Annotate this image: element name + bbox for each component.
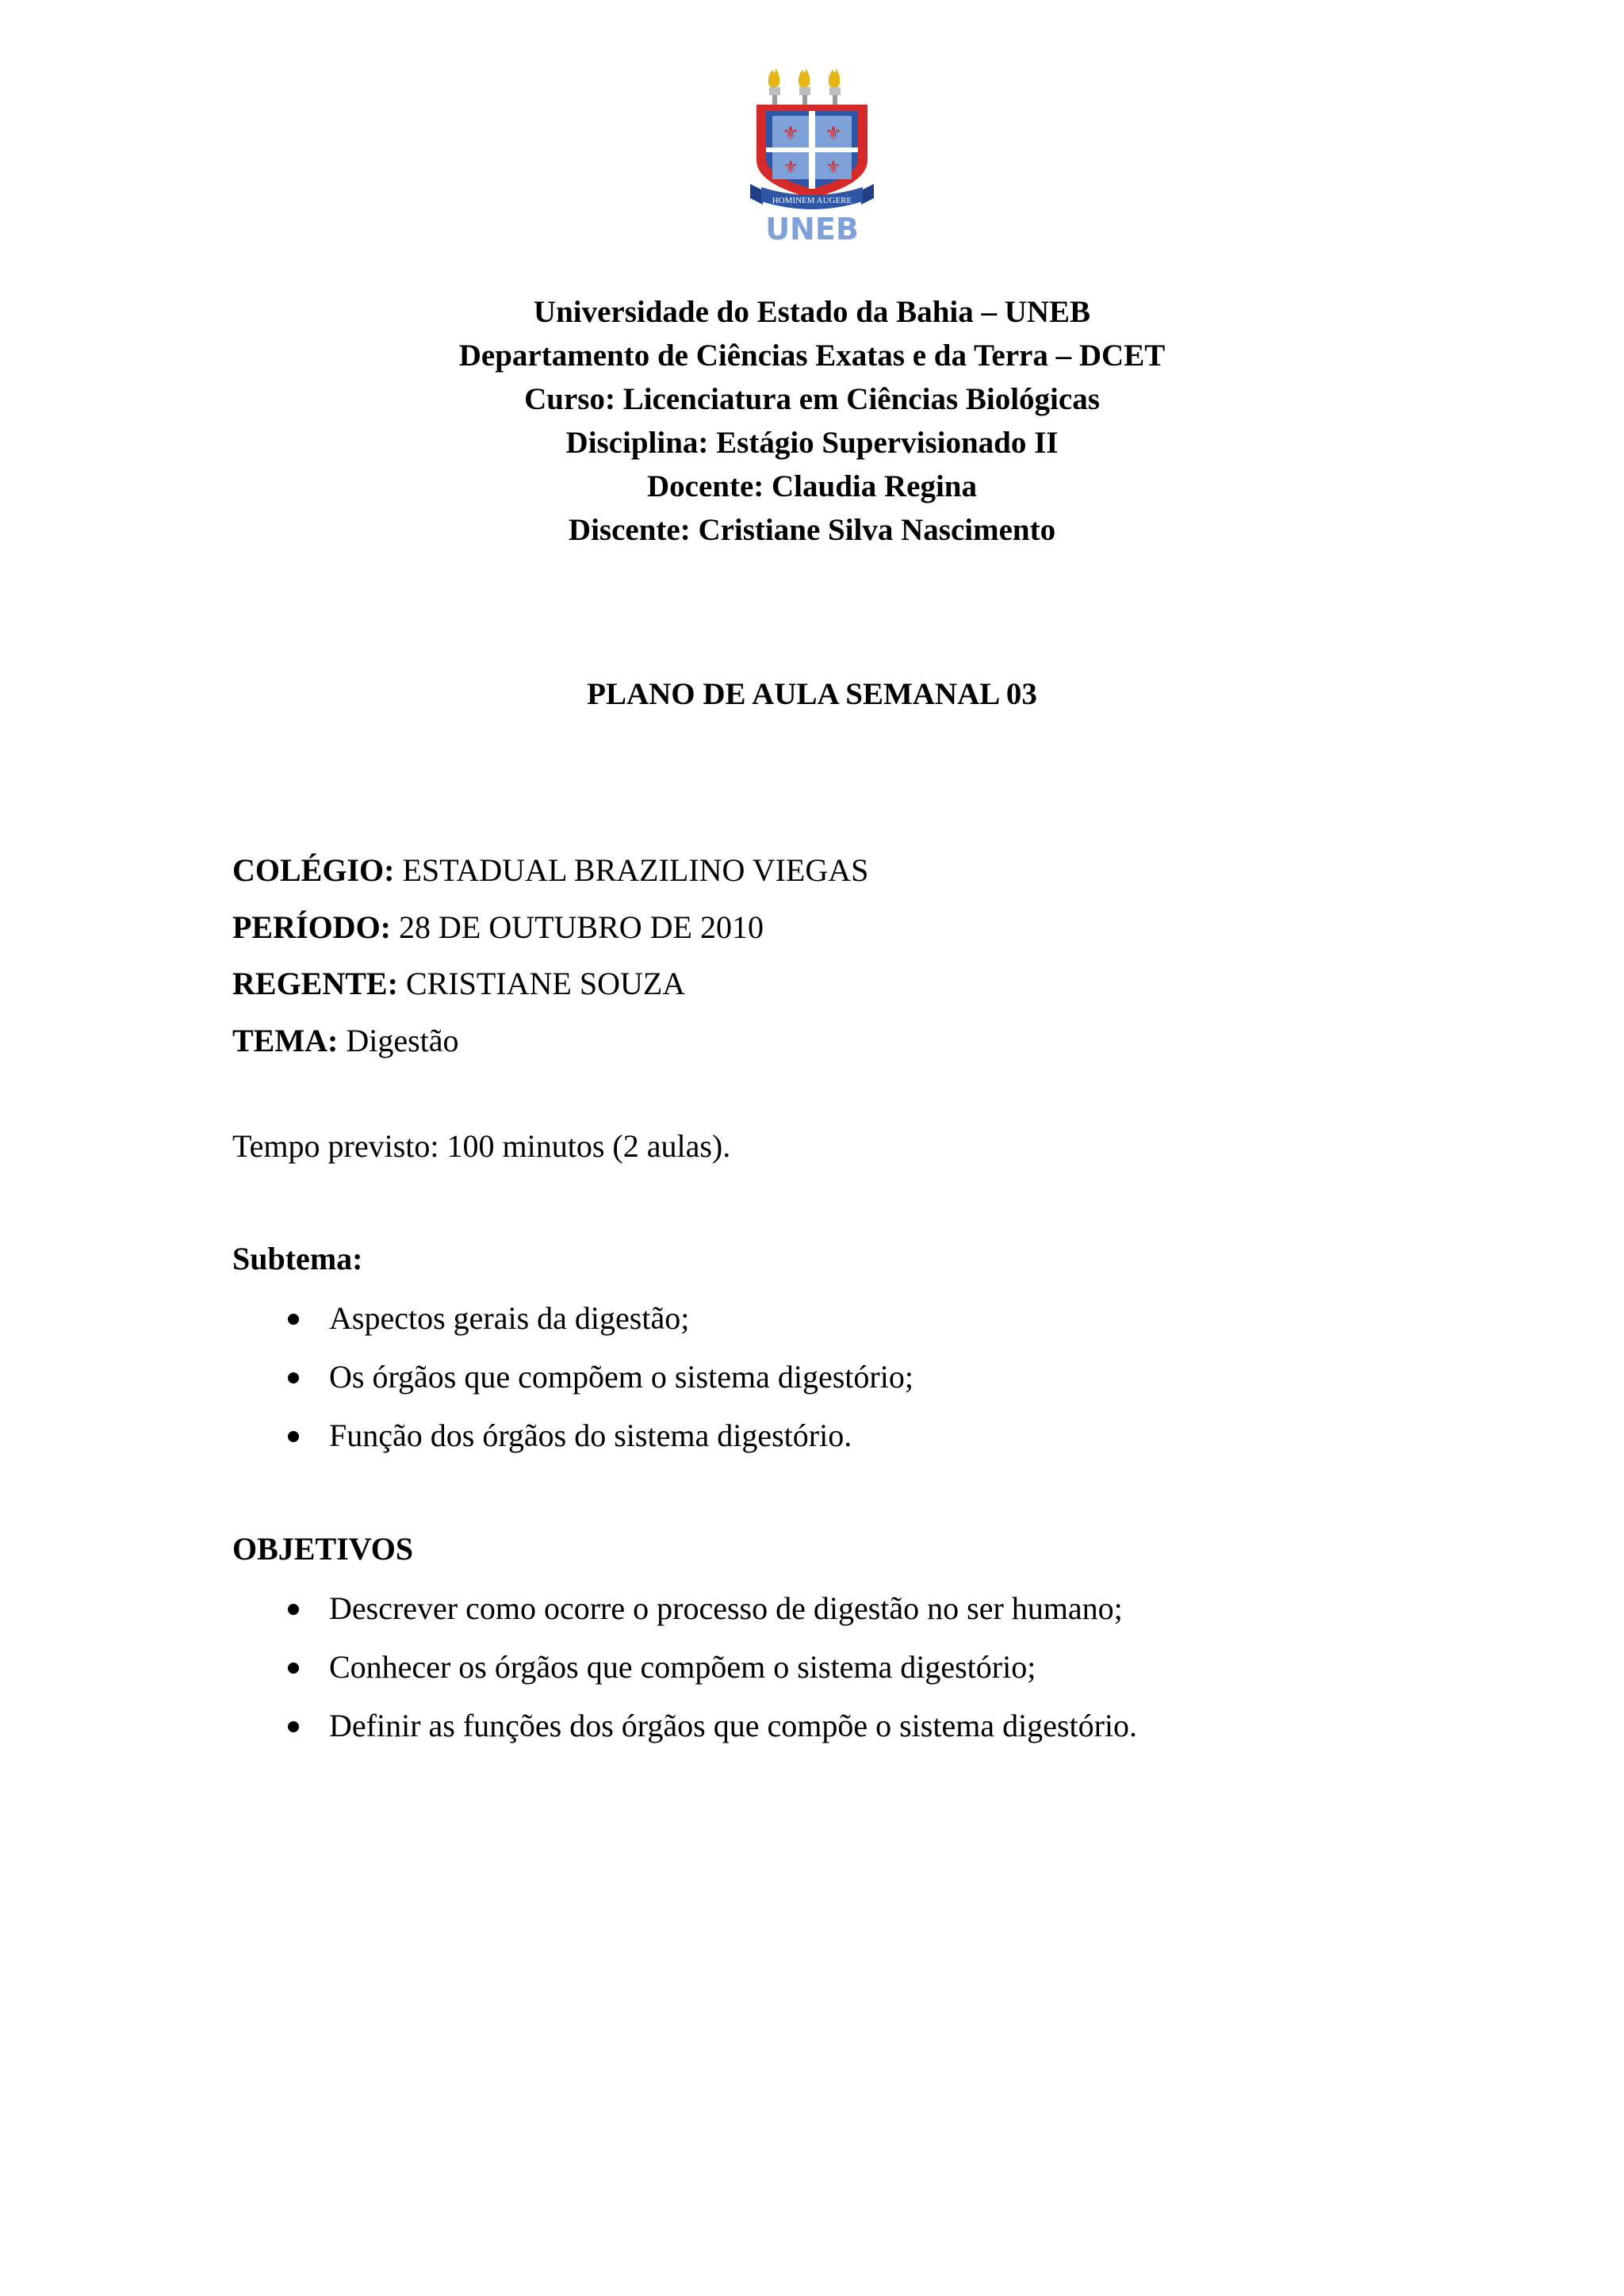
plan-title: PLANO DE AULA SEMANAL 03 — [587, 677, 1037, 711]
svg-text:⚜: ⚜ — [825, 158, 841, 178]
shield-icon — [756, 105, 868, 198]
info-value: CRISTIANE SOUZA — [397, 966, 686, 1001]
info-row-tema — [232, 1012, 1501, 1070]
header-discipline: Disciplina: Estágio Supervisionado II — [565, 426, 1059, 460]
list-item — [232, 1638, 1501, 1697]
objetivos-list — [232, 1579, 1501, 1755]
header-teacher: Docente: Claudia Regina — [647, 469, 977, 503]
class-info — [232, 842, 1501, 1069]
svg-text:⚜: ⚜ — [783, 158, 799, 178]
torch-icon — [768, 68, 841, 106]
uneb-wordmark: UNEB — [765, 212, 859, 244]
list-item — [232, 1348, 1501, 1406]
bullet-icon — [288, 1314, 299, 1325]
list-item — [232, 1579, 1501, 1638]
info-label: PERÍODO: — [232, 909, 391, 945]
header-department: Departamento de Ciências Exatas e da Terra – DCET — [458, 339, 1166, 373]
svg-text:HOMINEM AUGERE: HOMINEM AUGERE — [772, 196, 852, 205]
list-item-text: Definir as funções dos órgãos que compõe o sistema digestório. — [329, 1708, 1138, 1743]
institution-header — [0, 290, 1624, 552]
bullet-icon — [288, 1721, 299, 1732]
subtema-heading: Subtema: — [232, 1241, 363, 1276]
svg-text:⚜: ⚜ — [825, 122, 842, 144]
info-value: 28 DE OUTUBRO DE 2010 — [391, 909, 764, 945]
header-university: Universidade do Estado da Bahia – UNEB — [533, 295, 1091, 329]
info-label: TEMA: — [232, 1022, 339, 1058]
header-student: Discente: Cristiane Silva Nascimento — [568, 513, 1056, 547]
info-row-colegio — [232, 842, 1501, 899]
bullet-icon — [288, 1372, 299, 1383]
info-label: REGENTE: — [232, 966, 398, 1001]
objetivos-heading: OBJETIVOS — [232, 1531, 414, 1567]
list-item-text: Conhecer os órgãos que compõem o sistema digestório; — [329, 1649, 1036, 1685]
bullet-icon — [288, 1604, 299, 1615]
bullet-icon — [288, 1431, 299, 1442]
uneb-logo — [745, 65, 879, 244]
list-item — [232, 1697, 1501, 1755]
list-item-text: Os órgãos que compõem o sistema digestório; — [329, 1359, 914, 1395]
info-value: ESTADUAL BRAZILINO VIEGAS — [394, 852, 869, 888]
header-course: Curso: Licenciatura em Ciências Biológicas — [524, 382, 1100, 416]
list-item — [232, 1289, 1501, 1348]
bullet-icon — [288, 1663, 299, 1674]
info-value: Digestão — [338, 1022, 459, 1058]
info-row-periodo — [232, 899, 1501, 956]
subtema-list — [232, 1289, 1501, 1465]
list-item-text: Função dos órgãos do sistema digestório. — [329, 1418, 852, 1453]
info-label: COLÉGIO: — [232, 852, 395, 888]
svg-text:⚜: ⚜ — [782, 122, 799, 144]
tempo-previsto: Tempo previsto: 100 minutos (2 aulas). — [232, 1128, 731, 1164]
list-item-text: Aspectos gerais da digestão; — [329, 1300, 690, 1336]
info-row-regente — [232, 955, 1501, 1012]
list-item-text: Descrever como ocorre o processo de digestão no ser humano; — [329, 1590, 1123, 1626]
list-item — [232, 1406, 1501, 1465]
